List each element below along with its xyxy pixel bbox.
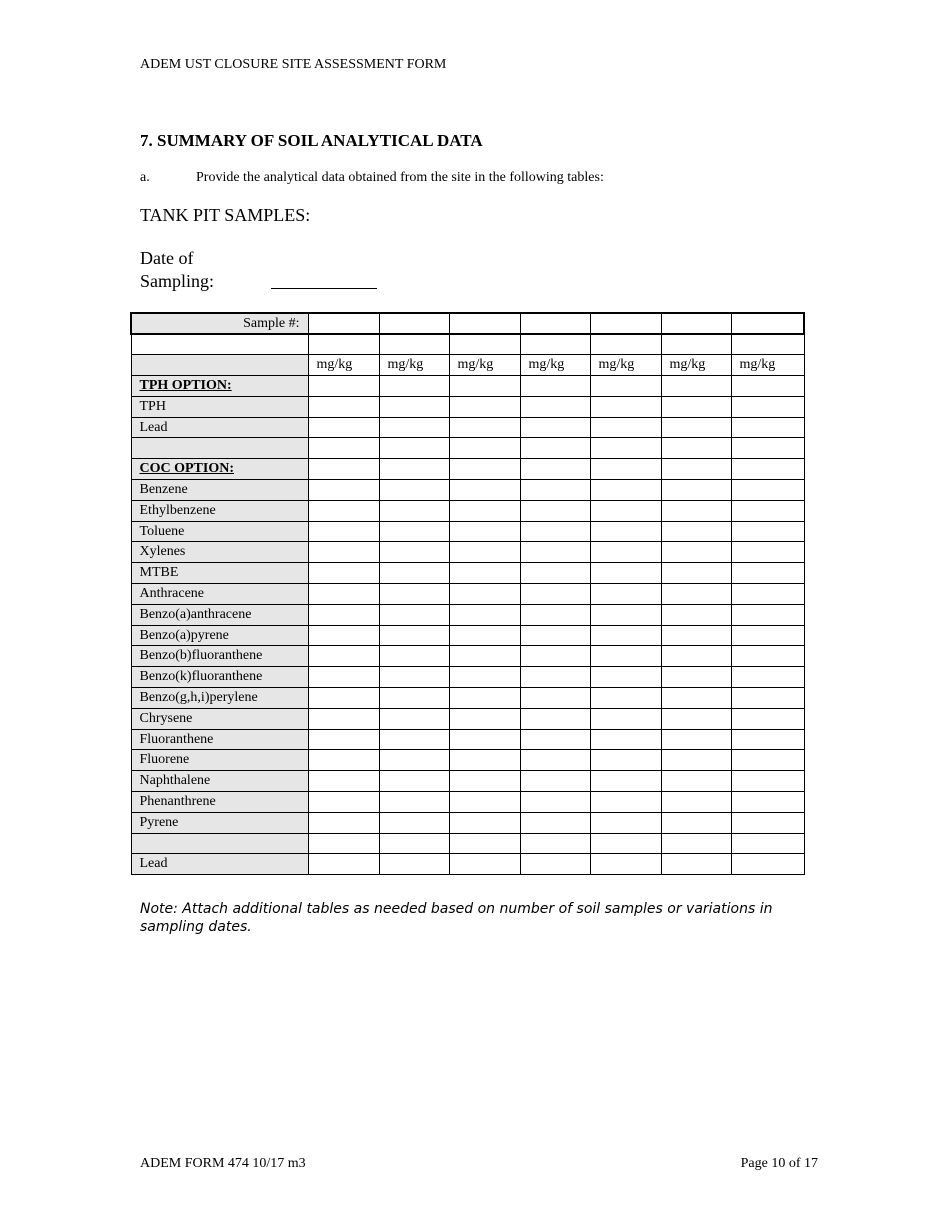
result-cell[interactable]: [308, 584, 379, 605]
result-cell[interactable]: [590, 417, 661, 438]
result-cell[interactable]: [379, 708, 449, 729]
result-cell[interactable]: [379, 812, 449, 833]
result-cell[interactable]: [731, 771, 804, 792]
sample-number-cell[interactable]: [449, 313, 520, 334]
result-cell[interactable]: [379, 792, 449, 813]
analyte-row: [131, 625, 804, 646]
result-cell[interactable]: [449, 396, 520, 417]
result-cell[interactable]: [590, 833, 661, 854]
result-cell[interactable]: [308, 500, 379, 521]
sample-number-label: Sample #:: [131, 313, 308, 334]
unit-cell: mg/kg: [379, 355, 449, 376]
analyte-row: [131, 667, 804, 688]
result-cell[interactable]: [661, 792, 731, 813]
result-cell[interactable]: [661, 500, 731, 521]
result-cell[interactable]: [661, 584, 731, 605]
result-cell[interactable]: [661, 812, 731, 833]
result-cell[interactable]: [731, 688, 804, 709]
result-cell[interactable]: [379, 563, 449, 584]
analyte-row: [131, 729, 804, 750]
result-cell[interactable]: [308, 833, 379, 854]
result-cell[interactable]: [661, 376, 731, 397]
analyte-row: [131, 500, 804, 521]
analyte-row: [131, 438, 804, 459]
result-cell[interactable]: [590, 604, 661, 625]
result-cell[interactable]: [308, 521, 379, 542]
option-header-row: [131, 459, 804, 480]
result-cell[interactable]: [308, 396, 379, 417]
analyte-name: Fluorene: [131, 750, 308, 771]
result-cell[interactable]: [449, 542, 520, 563]
result-cell[interactable]: [379, 542, 449, 563]
result-cell[interactable]: [379, 417, 449, 438]
analyte-name: Ethylbenzene: [131, 500, 308, 521]
result-cell[interactable]: [379, 688, 449, 709]
analyte-name: Naphthalene: [131, 771, 308, 792]
analyte-name: [131, 833, 308, 854]
result-cell[interactable]: [379, 854, 449, 875]
analyte-row: [131, 584, 804, 605]
result-cell[interactable]: [661, 771, 731, 792]
blank-cell[interactable]: [661, 334, 731, 355]
result-cell[interactable]: [590, 542, 661, 563]
result-cell[interactable]: [520, 833, 590, 854]
option-heading: COC OPTION:: [131, 459, 308, 480]
result-cell[interactable]: [308, 812, 379, 833]
tank-pit-heading: TANK PIT SAMPLES:: [140, 205, 311, 225]
unit-cell: mg/kg: [731, 355, 804, 376]
result-cell[interactable]: [731, 854, 804, 875]
result-cell[interactable]: [661, 729, 731, 750]
result-cell[interactable]: [731, 625, 804, 646]
result-cell[interactable]: [449, 500, 520, 521]
result-cell[interactable]: [379, 438, 449, 459]
result-cell[interactable]: [379, 521, 449, 542]
result-cell[interactable]: [731, 459, 804, 480]
sample-number-cell[interactable]: [308, 313, 379, 334]
result-cell[interactable]: [520, 812, 590, 833]
result-cell[interactable]: [520, 584, 590, 605]
analyte-name: Anthracene: [131, 584, 308, 605]
result-cell[interactable]: [449, 604, 520, 625]
result-cell[interactable]: [308, 688, 379, 709]
result-cell[interactable]: [590, 812, 661, 833]
result-cell[interactable]: [449, 584, 520, 605]
sample-number-row: [131, 313, 804, 334]
result-cell[interactable]: [590, 688, 661, 709]
result-cell[interactable]: [449, 792, 520, 813]
result-cell[interactable]: [661, 480, 731, 501]
result-cell[interactable]: [449, 376, 520, 397]
result-cell[interactable]: [590, 646, 661, 667]
result-cell[interactable]: [590, 750, 661, 771]
option-header-row: [131, 376, 804, 397]
result-cell[interactable]: [590, 854, 661, 875]
result-cell[interactable]: [731, 667, 804, 688]
result-cell[interactable]: [590, 459, 661, 480]
result-cell[interactable]: [520, 646, 590, 667]
result-cell[interactable]: [379, 771, 449, 792]
result-cell[interactable]: [520, 521, 590, 542]
result-cell[interactable]: [520, 438, 590, 459]
analyte-name: Benzo(a)pyrene: [131, 625, 308, 646]
date-of-sampling-field[interactable]: [271, 288, 377, 289]
result-cell[interactable]: [308, 438, 379, 459]
result-cell[interactable]: [520, 729, 590, 750]
result-cell[interactable]: [308, 542, 379, 563]
result-cell[interactable]: [449, 646, 520, 667]
unit-cell: mg/kg: [520, 355, 590, 376]
result-cell[interactable]: [661, 521, 731, 542]
unit-cell: mg/kg: [661, 355, 731, 376]
result-cell[interactable]: [308, 854, 379, 875]
result-cell[interactable]: [590, 563, 661, 584]
option-heading: TPH OPTION:: [131, 376, 308, 397]
analyte-name: Chrysene: [131, 708, 308, 729]
result-cell[interactable]: [520, 750, 590, 771]
result-cell[interactable]: [308, 376, 379, 397]
result-cell[interactable]: [731, 833, 804, 854]
analyte-name: Fluoranthene: [131, 729, 308, 750]
result-cell[interactable]: [661, 542, 731, 563]
result-cell[interactable]: [661, 438, 731, 459]
unit-cell: mg/kg: [590, 355, 661, 376]
result-cell[interactable]: [520, 688, 590, 709]
result-cell[interactable]: [308, 417, 379, 438]
result-cell[interactable]: [731, 500, 804, 521]
result-cell[interactable]: [379, 833, 449, 854]
unit-cell: mg/kg: [449, 355, 520, 376]
result-cell[interactable]: [449, 729, 520, 750]
result-cell[interactable]: [590, 708, 661, 729]
analyte-row: [131, 521, 804, 542]
unit-cell: mg/kg: [308, 355, 379, 376]
analyte-name: Phenanthrene: [131, 792, 308, 813]
sample-number-cell[interactable]: [590, 313, 661, 334]
item-instructions: Provide the analytical data obtained from the site in the following tables:: [196, 170, 604, 185]
item-letter: a.: [140, 170, 150, 185]
analyte-row: [131, 417, 804, 438]
analyte-row: [131, 542, 804, 563]
result-cell[interactable]: [731, 438, 804, 459]
result-cell[interactable]: [449, 563, 520, 584]
result-cell[interactable]: [731, 604, 804, 625]
result-cell[interactable]: [661, 667, 731, 688]
analyte-name: TPH: [131, 396, 308, 417]
footer-page-number: Page 10 of 17: [740, 1156, 818, 1171]
sample-number-cell[interactable]: [731, 313, 804, 334]
result-cell[interactable]: [590, 584, 661, 605]
analyte-row: [131, 750, 804, 771]
blank-cell[interactable]: [449, 334, 520, 355]
section-title: 7. SUMMARY OF SOIL ANALYTICAL DATA: [140, 131, 483, 150]
result-cell[interactable]: [449, 480, 520, 501]
result-cell[interactable]: [449, 708, 520, 729]
result-cell[interactable]: [731, 563, 804, 584]
result-cell[interactable]: [661, 396, 731, 417]
result-cell[interactable]: [590, 625, 661, 646]
result-cell[interactable]: [308, 708, 379, 729]
analyte-name: Benzo(g,h,i)perylene: [131, 688, 308, 709]
result-cell[interactable]: [379, 625, 449, 646]
result-cell[interactable]: [590, 396, 661, 417]
sample-number-cell[interactable]: [661, 313, 731, 334]
result-cell[interactable]: [520, 563, 590, 584]
soil-analytical-table: [130, 312, 805, 875]
result-cell[interactable]: [449, 812, 520, 833]
result-cell[interactable]: [449, 750, 520, 771]
analyte-name: [131, 438, 308, 459]
result-cell[interactable]: [520, 604, 590, 625]
result-cell[interactable]: [449, 459, 520, 480]
result-cell[interactable]: [308, 604, 379, 625]
result-cell[interactable]: [379, 396, 449, 417]
analyte-name: Pyrene: [131, 812, 308, 833]
result-cell[interactable]: [661, 708, 731, 729]
form-header: ADEM UST CLOSURE SITE ASSESSMENT FORM: [140, 57, 447, 72]
result-cell[interactable]: [308, 480, 379, 501]
result-cell[interactable]: [661, 459, 731, 480]
result-cell[interactable]: [308, 459, 379, 480]
analyte-row: [131, 833, 804, 854]
result-cell[interactable]: [731, 708, 804, 729]
result-cell[interactable]: [520, 480, 590, 501]
result-cell[interactable]: [520, 542, 590, 563]
result-cell[interactable]: [590, 438, 661, 459]
result-cell[interactable]: [590, 376, 661, 397]
result-cell[interactable]: [379, 729, 449, 750]
analyte-row: [131, 792, 804, 813]
result-cell[interactable]: [731, 376, 804, 397]
analyte-name: Lead: [131, 854, 308, 875]
result-cell[interactable]: [731, 396, 804, 417]
result-cell[interactable]: [661, 417, 731, 438]
result-cell[interactable]: [731, 417, 804, 438]
result-cell[interactable]: [308, 750, 379, 771]
blank-row: [131, 334, 804, 355]
blank-cell[interactable]: [308, 334, 379, 355]
result-cell[interactable]: [308, 563, 379, 584]
analyte-name: Xylenes: [131, 542, 308, 563]
result-cell[interactable]: [590, 521, 661, 542]
result-cell[interactable]: [661, 563, 731, 584]
analyte-name: MTBE: [131, 563, 308, 584]
result-cell[interactable]: [449, 417, 520, 438]
result-cell[interactable]: [661, 750, 731, 771]
analyte-row: [131, 708, 804, 729]
result-cell[interactable]: [731, 729, 804, 750]
result-cell[interactable]: [731, 521, 804, 542]
result-cell[interactable]: [308, 771, 379, 792]
analyte-name: Lead: [131, 417, 308, 438]
result-cell[interactable]: [731, 584, 804, 605]
analyte-row: [131, 771, 804, 792]
sample-number-cell[interactable]: [520, 313, 590, 334]
result-cell[interactable]: [520, 854, 590, 875]
date-of-sampling-label: Date of Sampling:: [140, 248, 215, 291]
result-cell[interactable]: [379, 750, 449, 771]
result-cell[interactable]: [449, 438, 520, 459]
sample-number-cell[interactable]: [379, 313, 449, 334]
result-cell[interactable]: [590, 667, 661, 688]
result-cell[interactable]: [520, 708, 590, 729]
result-cell[interactable]: [731, 542, 804, 563]
footer-form-id: ADEM FORM 474 10/17 m3: [140, 1156, 306, 1171]
analyte-name: Benzene: [131, 480, 308, 501]
result-cell[interactable]: [520, 459, 590, 480]
result-cell[interactable]: [520, 625, 590, 646]
analyte-name: Benzo(b)fluoranthene: [131, 646, 308, 667]
blank-cell[interactable]: [590, 334, 661, 355]
analyte-name: Benzo(a)anthracene: [131, 604, 308, 625]
result-cell[interactable]: [379, 646, 449, 667]
blank-cell[interactable]: [520, 334, 590, 355]
note-text: Note: Attach additional tables as needed based on number of soil samples or variations in sampling dates.: [140, 901, 773, 935]
result-cell[interactable]: [731, 792, 804, 813]
units-row: [131, 355, 804, 376]
result-cell[interactable]: [379, 480, 449, 501]
result-cell[interactable]: [661, 833, 731, 854]
result-cell[interactable]: [379, 459, 449, 480]
result-cell[interactable]: [449, 854, 520, 875]
result-cell[interactable]: [379, 604, 449, 625]
result-cell[interactable]: [731, 480, 804, 501]
blank-label-cell: [131, 334, 308, 355]
result-cell[interactable]: [520, 771, 590, 792]
analyte-row: [131, 854, 804, 875]
result-cell[interactable]: [520, 500, 590, 521]
result-cell[interactable]: [308, 646, 379, 667]
analyte-name: Toluene: [131, 521, 308, 542]
result-cell[interactable]: [661, 604, 731, 625]
result-cell[interactable]: [731, 646, 804, 667]
result-cell[interactable]: [449, 625, 520, 646]
analyte-row: [131, 604, 804, 625]
result-cell[interactable]: [449, 667, 520, 688]
analyte-row: [131, 480, 804, 501]
result-cell[interactable]: [449, 688, 520, 709]
result-cell[interactable]: [379, 667, 449, 688]
analyte-row: [131, 688, 804, 709]
result-cell[interactable]: [520, 667, 590, 688]
result-cell[interactable]: [308, 625, 379, 646]
result-cell[interactable]: [308, 729, 379, 750]
result-cell[interactable]: [379, 376, 449, 397]
blank-cell[interactable]: [731, 334, 804, 355]
analyte-row: [131, 396, 804, 417]
result-cell[interactable]: [449, 833, 520, 854]
result-cell[interactable]: [520, 417, 590, 438]
result-cell[interactable]: [590, 771, 661, 792]
analyte-row: [131, 563, 804, 584]
result-cell[interactable]: [308, 667, 379, 688]
result-cell[interactable]: [731, 812, 804, 833]
result-cell[interactable]: [731, 750, 804, 771]
result-cell[interactable]: [449, 521, 520, 542]
analyte-row: [131, 812, 804, 833]
result-cell[interactable]: [590, 500, 661, 521]
result-cell[interactable]: [590, 480, 661, 501]
result-cell[interactable]: [590, 792, 661, 813]
result-cell[interactable]: [661, 688, 731, 709]
analyte-name: Benzo(k)fluoranthene: [131, 667, 308, 688]
result-cell[interactable]: [520, 396, 590, 417]
result-cell[interactable]: [520, 376, 590, 397]
result-cell[interactable]: [661, 854, 731, 875]
result-cell[interactable]: [520, 792, 590, 813]
result-cell[interactable]: [590, 729, 661, 750]
result-cell[interactable]: [449, 771, 520, 792]
result-cell[interactable]: [379, 500, 449, 521]
result-cell[interactable]: [379, 584, 449, 605]
result-cell[interactable]: [661, 646, 731, 667]
result-cell[interactable]: [308, 792, 379, 813]
units-label-cell: [131, 355, 308, 376]
blank-cell[interactable]: [379, 334, 449, 355]
analyte-row: [131, 646, 804, 667]
result-cell[interactable]: [661, 625, 731, 646]
